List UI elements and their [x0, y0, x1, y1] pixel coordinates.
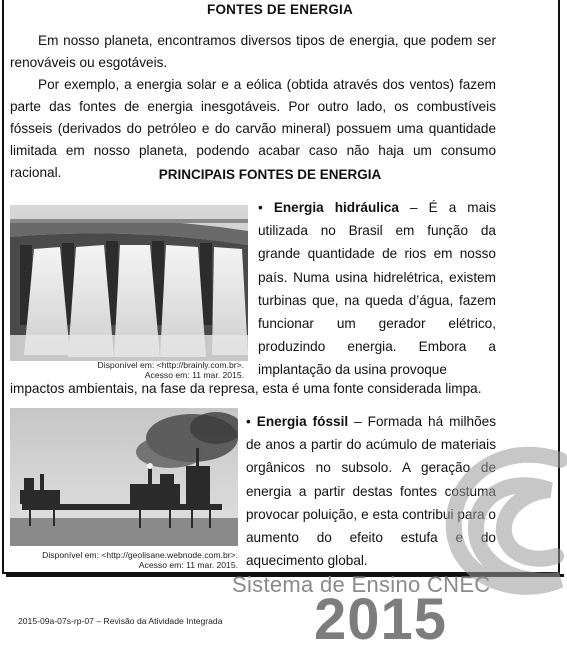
hydro-text: – É a mais utilizada no Brasil em função da grande quantidade de rios em nosso país. Numa usina hidrelétrica, existem turbinas que, na queda d’água, fazem funcionar um gerador elétrico, produzindo energia. Embora a implantação da usina provoque: [258, 200, 496, 378]
page-title: FONTES DE ENERGIA: [207, 2, 353, 17]
hydro-heading: Energia hidráulica: [273, 200, 399, 215]
hydro-text-continued: impactos ambientais, na fase da represa, esta é uma fonte considerada limpa.: [10, 381, 482, 396]
fossil-heading: Energia fóssil: [256, 414, 349, 429]
intro-paragraph-1: Em nosso planeta, encontramos diversos tipos de energia, que podem ser renováveis ou esgotáveis.: [10, 33, 496, 70]
hydro-photo-credit: Disponível em: <http://brainly.com.br>. Acesso em: 11 mar. 2015.: [97, 360, 244, 380]
footer-reference: 2015-09a-07s-rp-07 – Revisão da Atividade Integrada: [18, 616, 223, 626]
hydroelectric-dam-photo: [10, 205, 248, 361]
oil-platform-photo: [10, 408, 238, 546]
intro-paragraph-2: Por exemplo, a energia solar e a eólica (obtida através dos ventos) fazem parte das fontes de energia inesgotáveis. Por outro lado, os combustíveis fósseis (derivados do petróleo e do carvão mineral) possuem uma quantidade limitada em nosso planeta, podendo acabar caso não haja um consumo racional.: [10, 77, 496, 180]
logo-wordmark: Sistema de Ensino CNEC: [232, 572, 491, 597]
fossil-photo-credit: Disponível em: <http://geolisane.webnode.com.br>. Acesso em: 11 mar. 2015.: [42, 550, 238, 570]
section-title: PRINCIPAIS FONTES DE ENERGIA: [158, 167, 382, 182]
logo-year: 2015: [314, 587, 448, 652]
fossil-text: – Formada há milhões de anos a partir do acúmulo de materiais orgânicos no subsolo. A geração de energia a partir destas fontes costuma provocar poluição, e esta contribui para o aumento do efeito estufa e do aquecimento global.: [246, 414, 496, 569]
bullet: •: [246, 414, 251, 429]
hydro-description: [258, 196, 496, 382]
bullet: •: [258, 200, 263, 215]
